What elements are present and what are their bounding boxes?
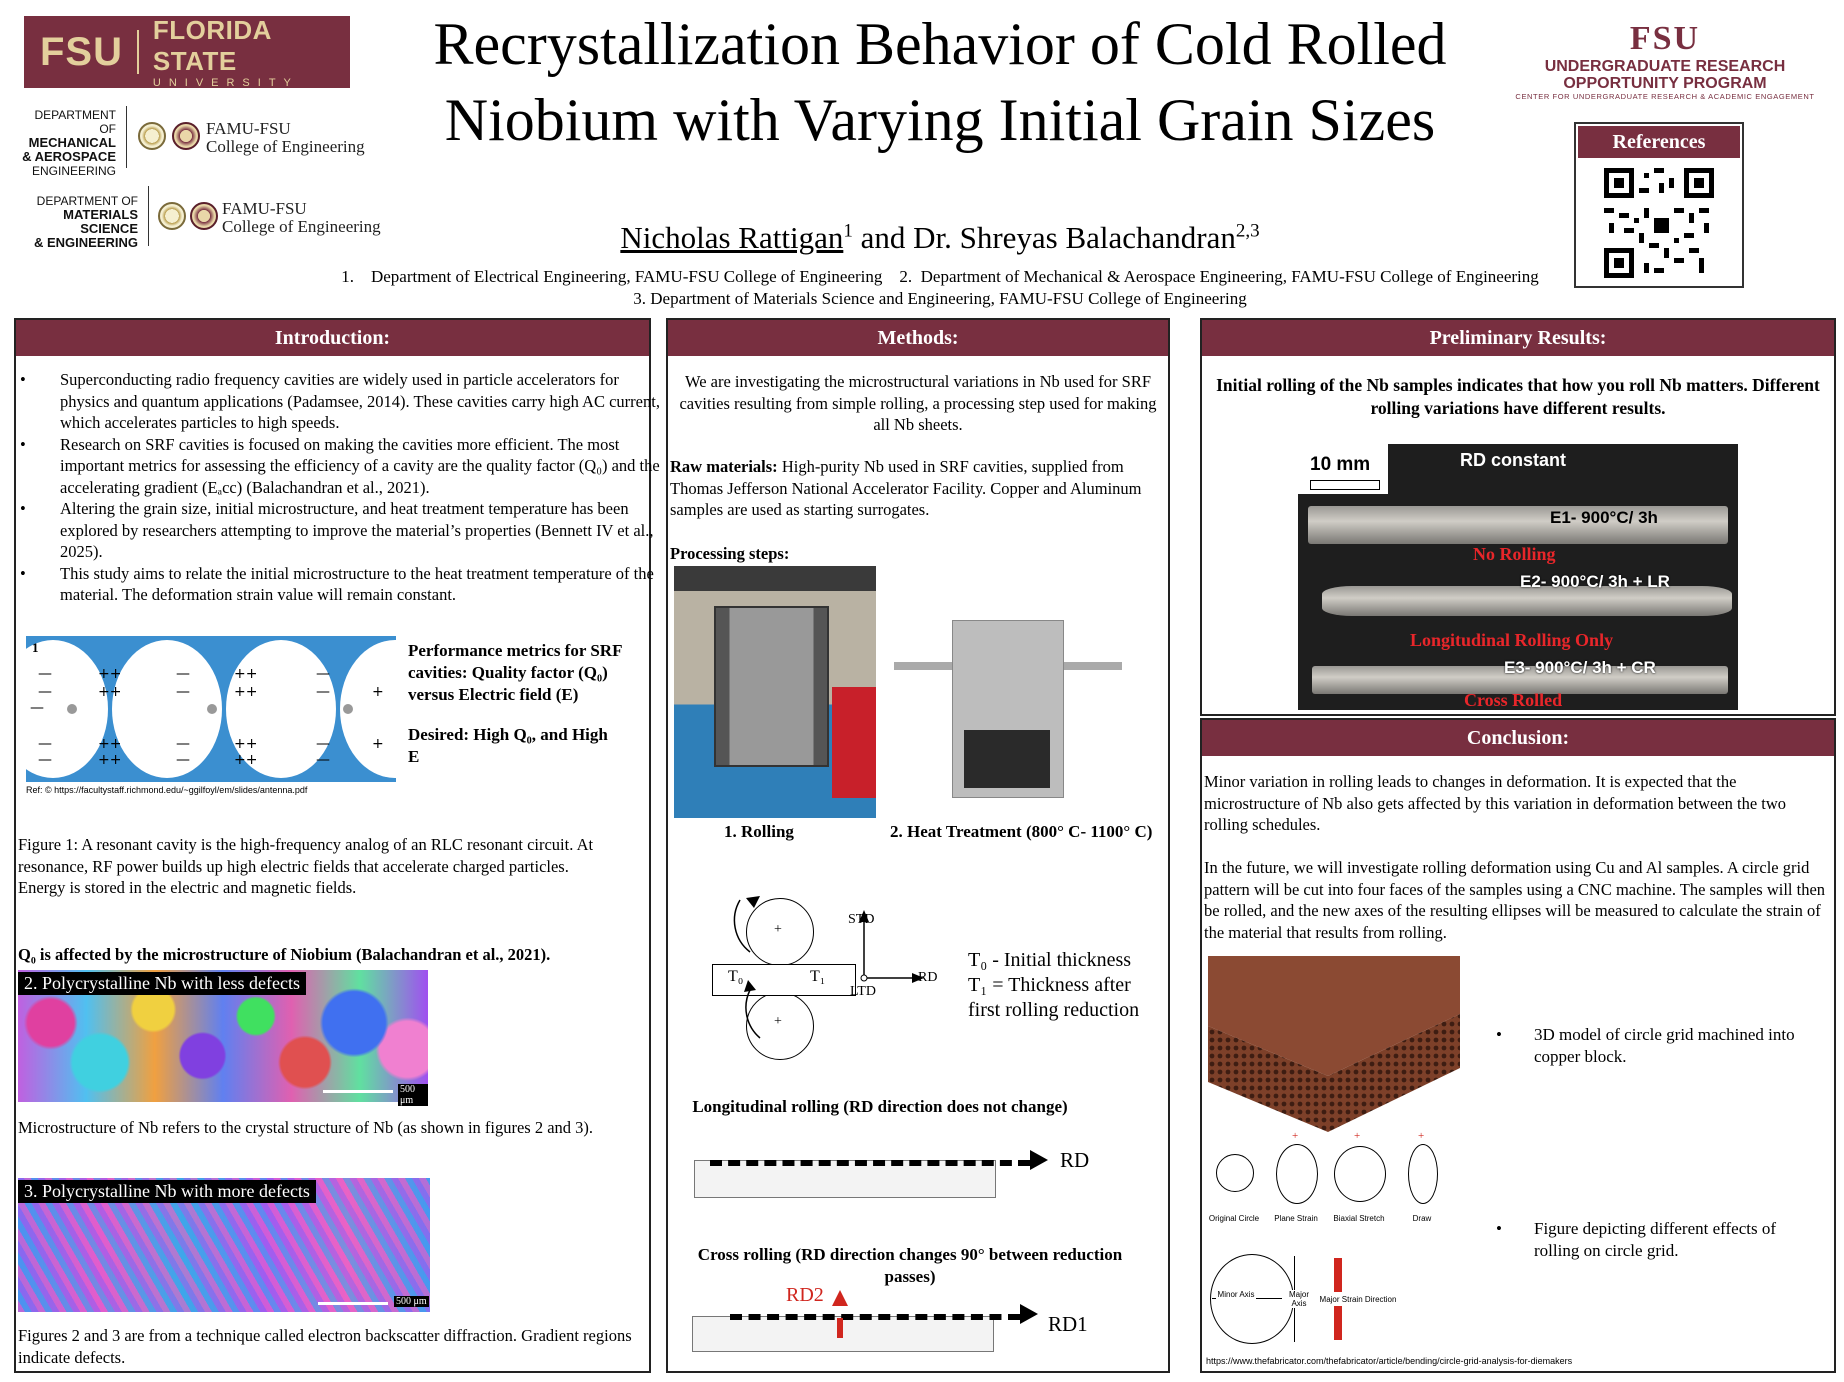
fsu-logo-abbr: FSU <box>40 29 123 74</box>
list-item: • Figure depicting different effects of rolling on circle grid. <box>1514 1218 1814 1262</box>
svg-text:—: — <box>38 736 52 752</box>
svg-text:++: ++ <box>234 736 258 752</box>
major-strain-arrow-icon <box>1334 1306 1342 1340</box>
resonant-cavity-figure <box>26 636 396 782</box>
scale-label: 500 μm <box>398 1084 428 1106</box>
list-item: • 3D model of circle grid machined into copper block. <box>1514 1024 1814 1068</box>
svg-text:—: — <box>38 666 52 682</box>
conclusion-bullets <box>1492 1024 1814 1068</box>
svg-text:++: ++ <box>98 752 122 768</box>
intro-bullet-list <box>16 369 668 606</box>
draw-ellipse <box>1408 1144 1438 1204</box>
ebsd-more-defects-image <box>18 1178 430 1312</box>
scale-label: 500 μm <box>396 1296 427 1307</box>
t1-label: T₁ <box>810 968 826 985</box>
cross-rolled-label: Cross Rolled <box>1464 690 1563 710</box>
poster-title: Recrystallization Behavior of Cold Rolled Niobium with Varying Initial Grain Sizes <box>433 11 1447 153</box>
long-rd-label: RD <box>1060 1148 1090 1172</box>
scale-bar <box>318 1302 388 1305</box>
minor-axis-label: Minor Axis <box>1217 1290 1255 1299</box>
nb-samples-photo <box>1298 444 1738 710</box>
methods-intro: We are investigating the microstructural variations in Nb used for SRF cavities resulting from simple rolling, a processing step used for making all Nb sheets. <box>679 372 1157 434</box>
rd-constant-label: RD constant <box>1460 450 1567 470</box>
dept-materials: DEPARTMENT OF MATERIALS SCIENCE & ENGINEERING <box>33 194 138 250</box>
svg-text:++: ++ <box>98 666 122 682</box>
rd1-arrow-icon <box>1020 1304 1038 1324</box>
fsu-seal-icon <box>190 202 218 230</box>
thickness-legend: T₀ - Initial thickness T₁ = Thickness after first rolling reduction <box>968 949 1140 1021</box>
original-circle <box>1216 1154 1254 1192</box>
results-summary: Initial rolling of the Nb samples indicates that how you roll Nb matters. Different rolling variations have different results. <box>1216 375 1820 418</box>
performance-metrics-text: Performance metrics for SRF cavities: Quality factor (Q₀) versus Electric field (E) <box>408 641 622 704</box>
famu-fsu-coe-label: FAMU-FSU College of Engineering <box>206 119 365 156</box>
cross-rolling-title: Cross rolling (RD direction changes 90° between reduction passes) <box>697 1245 1123 1286</box>
conclusion-bullets <box>1492 1218 1814 1262</box>
svg-text:—: — <box>176 736 190 752</box>
q0-statement: Q₀ is affected by the microstructure of Niobium (Balachandran et al., 2021). <box>18 945 551 964</box>
e1-label: E1- 900°C/ 3h <box>1550 508 1658 527</box>
ebsd-text: Figures 2 and 3 are from a technique called electron backscatter diffraction. Gradient regions indicate defects. <box>18 1326 632 1367</box>
famu-fsu-coe-label: FAMU-FSU College of Engineering <box>222 199 381 236</box>
fsu-logo-sub: UNIVERSITY <box>152 77 299 89</box>
cross-dash-line <box>730 1314 1020 1320</box>
raw-materials: Raw materials: High-purity Nb used in SRF cavities, supplied from Thomas Jefferson National Accelerator Facility. Copper and Aluminum samples are used as starting surrogates. <box>670 457 1142 519</box>
microstructure-text: Microstructure of Nb refers to the crystal structure of Nb (as shown in figures 2 and 3). <box>18 1118 594 1137</box>
svg-text:—: — <box>176 684 190 700</box>
qr-code-icon[interactable] <box>1604 168 1714 278</box>
list-item: • Altering the grain size, initial microstructure, and heat treatment temperature has been explored by researchers attempting to improve the material’s properties (Bennett IV et al., 2025). <box>38 498 668 563</box>
svg-text:—: — <box>316 684 330 700</box>
cross-bar <box>692 1316 994 1352</box>
conclusion-p1: Minor variation in rolling leads to changes in deformation. It is expected that the microstructure of Nb also gets affected by this variation in deformation between the two rolling schedules. <box>1204 772 1787 834</box>
fsu-logo <box>24 16 350 88</box>
processing-steps-label: Processing steps: <box>670 544 790 563</box>
svg-text:—: — <box>38 684 52 700</box>
scale-label: 10 mm <box>1310 454 1371 475</box>
e3-label: E3- 900°C/ 3h + CR <box>1504 658 1656 677</box>
figure2-label: 2. Polycrystalline Nb with less defects <box>18 972 306 995</box>
rd2-arrow-stem <box>837 1318 843 1338</box>
rd1-label: RD1 <box>1048 1312 1088 1336</box>
charge-markings <box>26 636 396 782</box>
svg-text:++: ++ <box>234 752 258 768</box>
svg-text:—: — <box>176 666 190 682</box>
t0-label: T₀ <box>728 968 744 985</box>
references-heading: References <box>1578 126 1740 158</box>
introduction-heading: Introduction: <box>16 320 649 356</box>
divider <box>148 186 149 246</box>
rd-arrow-icon <box>1030 1150 1048 1170</box>
svg-text:—: — <box>316 736 330 752</box>
svg-text:++: ++ <box>234 666 258 682</box>
longitudinal-only-label: Longitudinal Rolling Only <box>1410 630 1614 650</box>
no-rolling-label: No Rolling <box>1473 544 1556 564</box>
rd-label: RD <box>918 970 938 985</box>
figure-number: 1 <box>32 640 39 655</box>
rd2-label: RD2 <box>786 1284 824 1306</box>
major-strain-arrow-icon <box>1334 1258 1342 1292</box>
scale-bar <box>323 1090 393 1093</box>
fsu-logo-name: FLORIDA STATE <box>152 15 271 76</box>
figure-ref: Ref: © https://facultystaff.richmond.edu/~ggilfoyl/em/slides/antenna.pdf <box>26 785 308 795</box>
svg-text:—: — <box>176 752 190 768</box>
longitudinal-dash-line <box>710 1160 1030 1166</box>
figure-source: https://www.thefabricator.com/thefabricator/article/bending/circle-grid-analysis-for-diemakers <box>1206 1356 1573 1366</box>
results-heading: Preliminary Results: <box>1202 320 1834 356</box>
svg-text:—: — <box>316 752 330 768</box>
dept-mechanical: DEPARTMENT OF MECHANICAL & AEROSPACE ENGINEERING <box>22 108 116 178</box>
list-item: • Superconducting radio frequency cavities are widely used in particle accelerators for physics and quantum applications (Padamsee, 2014). These cavities carry high AC current, which accelerates particles to high speeds. <box>38 369 668 434</box>
plane-strain-ellipse <box>1276 1144 1318 1204</box>
affiliations: 1. Department of Electrical Engineering, FAMU-FSU College of Engineering 2. Department of Mechanical & Aerospace Engineering, FAMU-FSU College of Engineering 3. Department of Materials Science and Engineering, FAMU-FSU College of Engineering <box>341 267 1539 308</box>
step-rolling-label: 1. Rolling <box>724 822 794 841</box>
famu-seal-icon <box>138 122 166 150</box>
e2-label: E2- 900°C/ 3h + LR <box>1520 572 1670 591</box>
ebsd-less-defects-image <box>18 970 428 1106</box>
roll-direction-arrows <box>720 880 950 1050</box>
svg-text:++: ++ <box>98 684 122 700</box>
methods-heading: Methods: <box>668 320 1168 356</box>
major-axis-label: Major Axis <box>1282 1290 1316 1308</box>
conclusion-p2: In the future, we will investigate rolling deformation using Cu and Al samples. A circle grid pattern will be cut into four faces of the samples using a CNC machine. The samples will then be rolled, and the new axes of the resulting ellipses will be measured to calculate the strain of the material that results from rolling. <box>1204 858 1826 942</box>
references-box <box>1574 122 1744 288</box>
svg-text:++: ++ <box>98 736 122 752</box>
circle-grid-figure: + + + Original Circle Plane Strain Biaxial Stretch Draw Minor Axis Major Axis Major Strain Direction <box>1208 1140 1478 1350</box>
svg-text:—: — <box>38 752 52 768</box>
authors: Nicholas Rattigan$^1$ and Dr. Shreyas Balachandran$^{2,3}$ <box>620 220 1260 255</box>
list-item: • This study aims to relate the initial microstructure to the heat treatment temperature of the material. The deformation strain value will remain constant. <box>38 563 668 606</box>
figure3-label: 3. Polycrystalline Nb with more defects <box>18 1180 316 1203</box>
list-item: • Research on SRF cavities is focused on making the cavities more efficient. The most important metrics for assessing the efficiency of a cavity are the quality factor (Q₀) and the accelerating gradient (Eₐcc) (Balachandran et al., 2021). <box>38 434 668 499</box>
figure1-caption: Figure 1: A resonant cavity is the high-frequency analog of an RLC resonant circuit. At resonance, RF power builds up high electric fields that accelerate charged particles. Energy is stored in the electric and magnetic fields. <box>18 835 594 897</box>
conclusion-heading: Conclusion: <box>1202 720 1834 756</box>
furnace-photo <box>890 590 1170 806</box>
famu-seal-icon <box>158 202 186 230</box>
svg-text:+: + <box>372 736 384 752</box>
urop-logo: FSU UNDERGRADUATE RESEARCH OPPORTUNITY PROGRAM CENTER FOR UNDERGRADUATE RESEARCH & ACADEMIC ENGAGEMENT <box>1515 20 1815 101</box>
std-label: STD <box>848 912 875 927</box>
svg-text:—: — <box>316 666 330 682</box>
step-heat-treatment-label: 2. Heat Treatment (800° C- 1100° C) <box>890 822 1153 841</box>
rd2-arrow-icon <box>832 1290 848 1306</box>
desired-text: Desired: High Q₀, and High E <box>408 725 608 766</box>
copper-block-model <box>1208 956 1460 1136</box>
divider <box>126 106 127 168</box>
longitudinal-rolling-title: Longitudinal rolling (RD direction does not change) <box>692 1097 1068 1116</box>
biaxial-ellipse <box>1334 1146 1386 1202</box>
svg-text:—: — <box>30 700 44 716</box>
svg-text:+: + <box>372 684 384 700</box>
sample-e1 <box>1308 506 1728 544</box>
rolling-mill-photo <box>674 566 876 818</box>
major-strain-label: Major Strain Direction <box>1319 1295 1397 1304</box>
fsu-seal-icon <box>172 122 200 150</box>
scale-bar <box>1310 480 1380 490</box>
svg-text:++: ++ <box>234 684 258 700</box>
ltd-label: LTD <box>850 984 876 999</box>
